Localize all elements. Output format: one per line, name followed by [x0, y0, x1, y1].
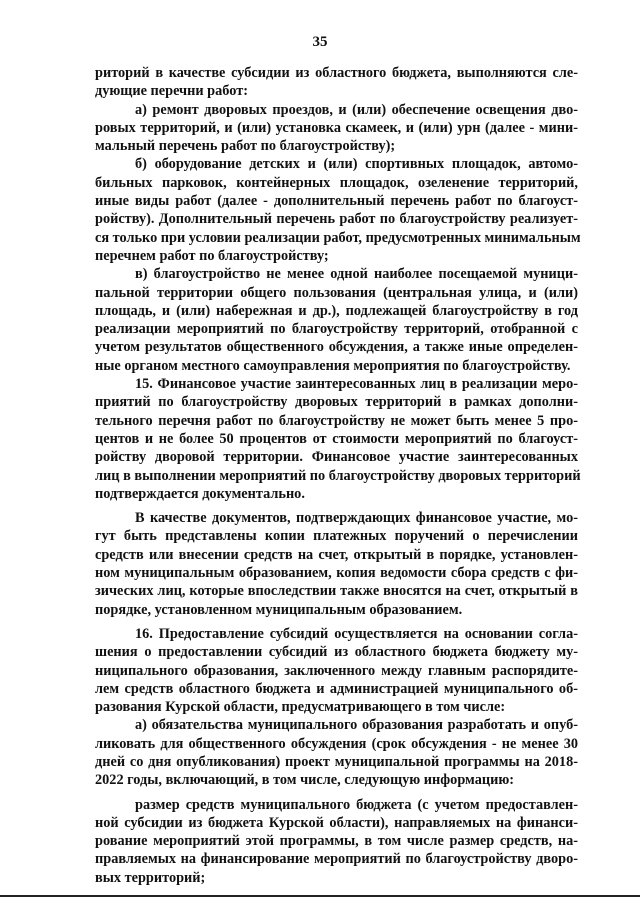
text-line: рование мероприятий этой программы, в том числе размер средств, на-: [95, 833, 578, 850]
paragraph: [95, 155, 581, 265]
text-line: ном муниципальным образованием, копия ведомости сбора средств с фи-: [95, 565, 578, 582]
text-line: площадь, и (или) набережная и др.), подлежащей благоустройству в год: [95, 302, 578, 319]
text-line: учетом результатов общественного обсуждения, а также иные определен-: [95, 339, 578, 356]
text-line: б) оборудование детских и (или) спортивных площадок, автомо-: [135, 156, 578, 173]
text-line: в) благоустройство не менее одной наиболее посещаемой муници-: [135, 266, 578, 283]
page-number: 35: [312, 34, 328, 50]
text-line: 15. Финансовое участие заинтересованных лиц в реализации меро-: [135, 376, 578, 393]
paragraph: [95, 64, 578, 101]
text-line: иные виды работ (далее - дополнительный перечень работ по благоуст-: [95, 193, 578, 210]
text-line: лиц в выполнении мероприятий по благоустройству дворовых территорий: [95, 467, 581, 484]
text-line: бильных парковок, контейнерных площадок, озеленение территорий,: [95, 174, 578, 191]
document-body: [95, 64, 581, 887]
paragraph: [95, 625, 578, 716]
text-line: 16. Предоставление субсидий осуществляется на основании согла-: [135, 625, 578, 642]
paragraph: [95, 375, 581, 503]
text-line: зических лиц, которые впоследствии также вносятся на счет, открытый в: [95, 583, 578, 600]
text-line: ниципального образования, заключенного между главным распорядите-: [95, 662, 578, 679]
text-line: средств или внесении средств на счет, открытый в порядке, установлен-: [95, 546, 578, 563]
text-line: 2022 годы, включающий, в том числе, следующую информацию:: [95, 772, 515, 789]
text-line: вых территорий;: [95, 869, 206, 886]
text-line: мальный перечень работ по благоустройству);: [95, 138, 396, 155]
text-line: ся только при условии реализации работ, предусмотренных минимальным: [95, 229, 581, 246]
text-line: порядке, установленном муниципальным образованием.: [95, 601, 463, 618]
text-line: перечнем работ по благоустройству;: [95, 247, 329, 264]
paragraph: [95, 265, 578, 375]
text-line: ройству). Дополнительный перечень работ по благоустройству реализует-: [95, 211, 578, 228]
text-line: разования Курской области, предусматривающего в том числе:: [95, 699, 506, 716]
text-line: ликовать для общественного обсуждения (срок обсуждения - не менее 30: [95, 735, 578, 752]
text-line: дней со дня опубликования) проект муниципальной программы на 2018-: [95, 753, 578, 770]
text-line: размер средств муниципального бюджета (с учетом предоставлен-: [135, 796, 578, 813]
text-line: пальной территории общего пользования (центральная улица, и (или): [95, 284, 578, 301]
text-line: а) ремонт дворовых проездов, и (или) обеспечение освещения дво-: [135, 101, 578, 118]
text-line: центов и не более 50 процентов от стоимости мероприятий по благоуст-: [95, 430, 578, 447]
text-line: В качестве документов, подтверждающих финансовое участие, мо-: [135, 510, 578, 527]
text-line: подтверждается документально.: [95, 485, 305, 502]
text-line: реализации мероприятий по благоустройству территорий, отобранной с: [95, 321, 578, 338]
text-line: риторий в качестве субсидии из областного бюджета, выполняются сле-: [95, 65, 578, 81]
paragraph: [95, 509, 578, 619]
text-line: правляемых на финансирование мероприятий по благоустройству дворо-: [95, 851, 578, 868]
text-line: шения о предоставлении субсидий из областного бюджета бюджету му-: [95, 644, 578, 661]
text-line: а) обязательства муниципального образования разработать и опуб-: [135, 717, 578, 734]
text-line: лем средств областного бюджета и администрацией муниципального об-: [95, 680, 578, 697]
text-line: ровых территорий, и (или) установка скамеек, и (или) урн (далее - мини-: [95, 119, 578, 136]
text-line: тельного перечня работ по благоустройству не может быть менее 5 про-: [95, 412, 578, 429]
text-line: дующие перечни работ:: [95, 83, 248, 100]
text-line: ные органом местного самоуправления мероприятия по благоустройству.: [95, 357, 571, 374]
paragraph: [95, 716, 578, 789]
paragraph: [95, 796, 578, 887]
text-line: приятий по благоустройству дворовых территорий в рамках дополни-: [95, 394, 578, 411]
text-line: гут быть представлены копии платежных поручений о перечислении: [95, 528, 578, 545]
paragraph: [95, 101, 578, 156]
text-line: ройству дворовой территории. Финансовое участие заинтересованных: [95, 449, 578, 466]
page-bottom-edge: [0, 895, 640, 897]
text-line: ной субсидии из бюджета Курской области), направляемых на финанси-: [95, 814, 578, 831]
